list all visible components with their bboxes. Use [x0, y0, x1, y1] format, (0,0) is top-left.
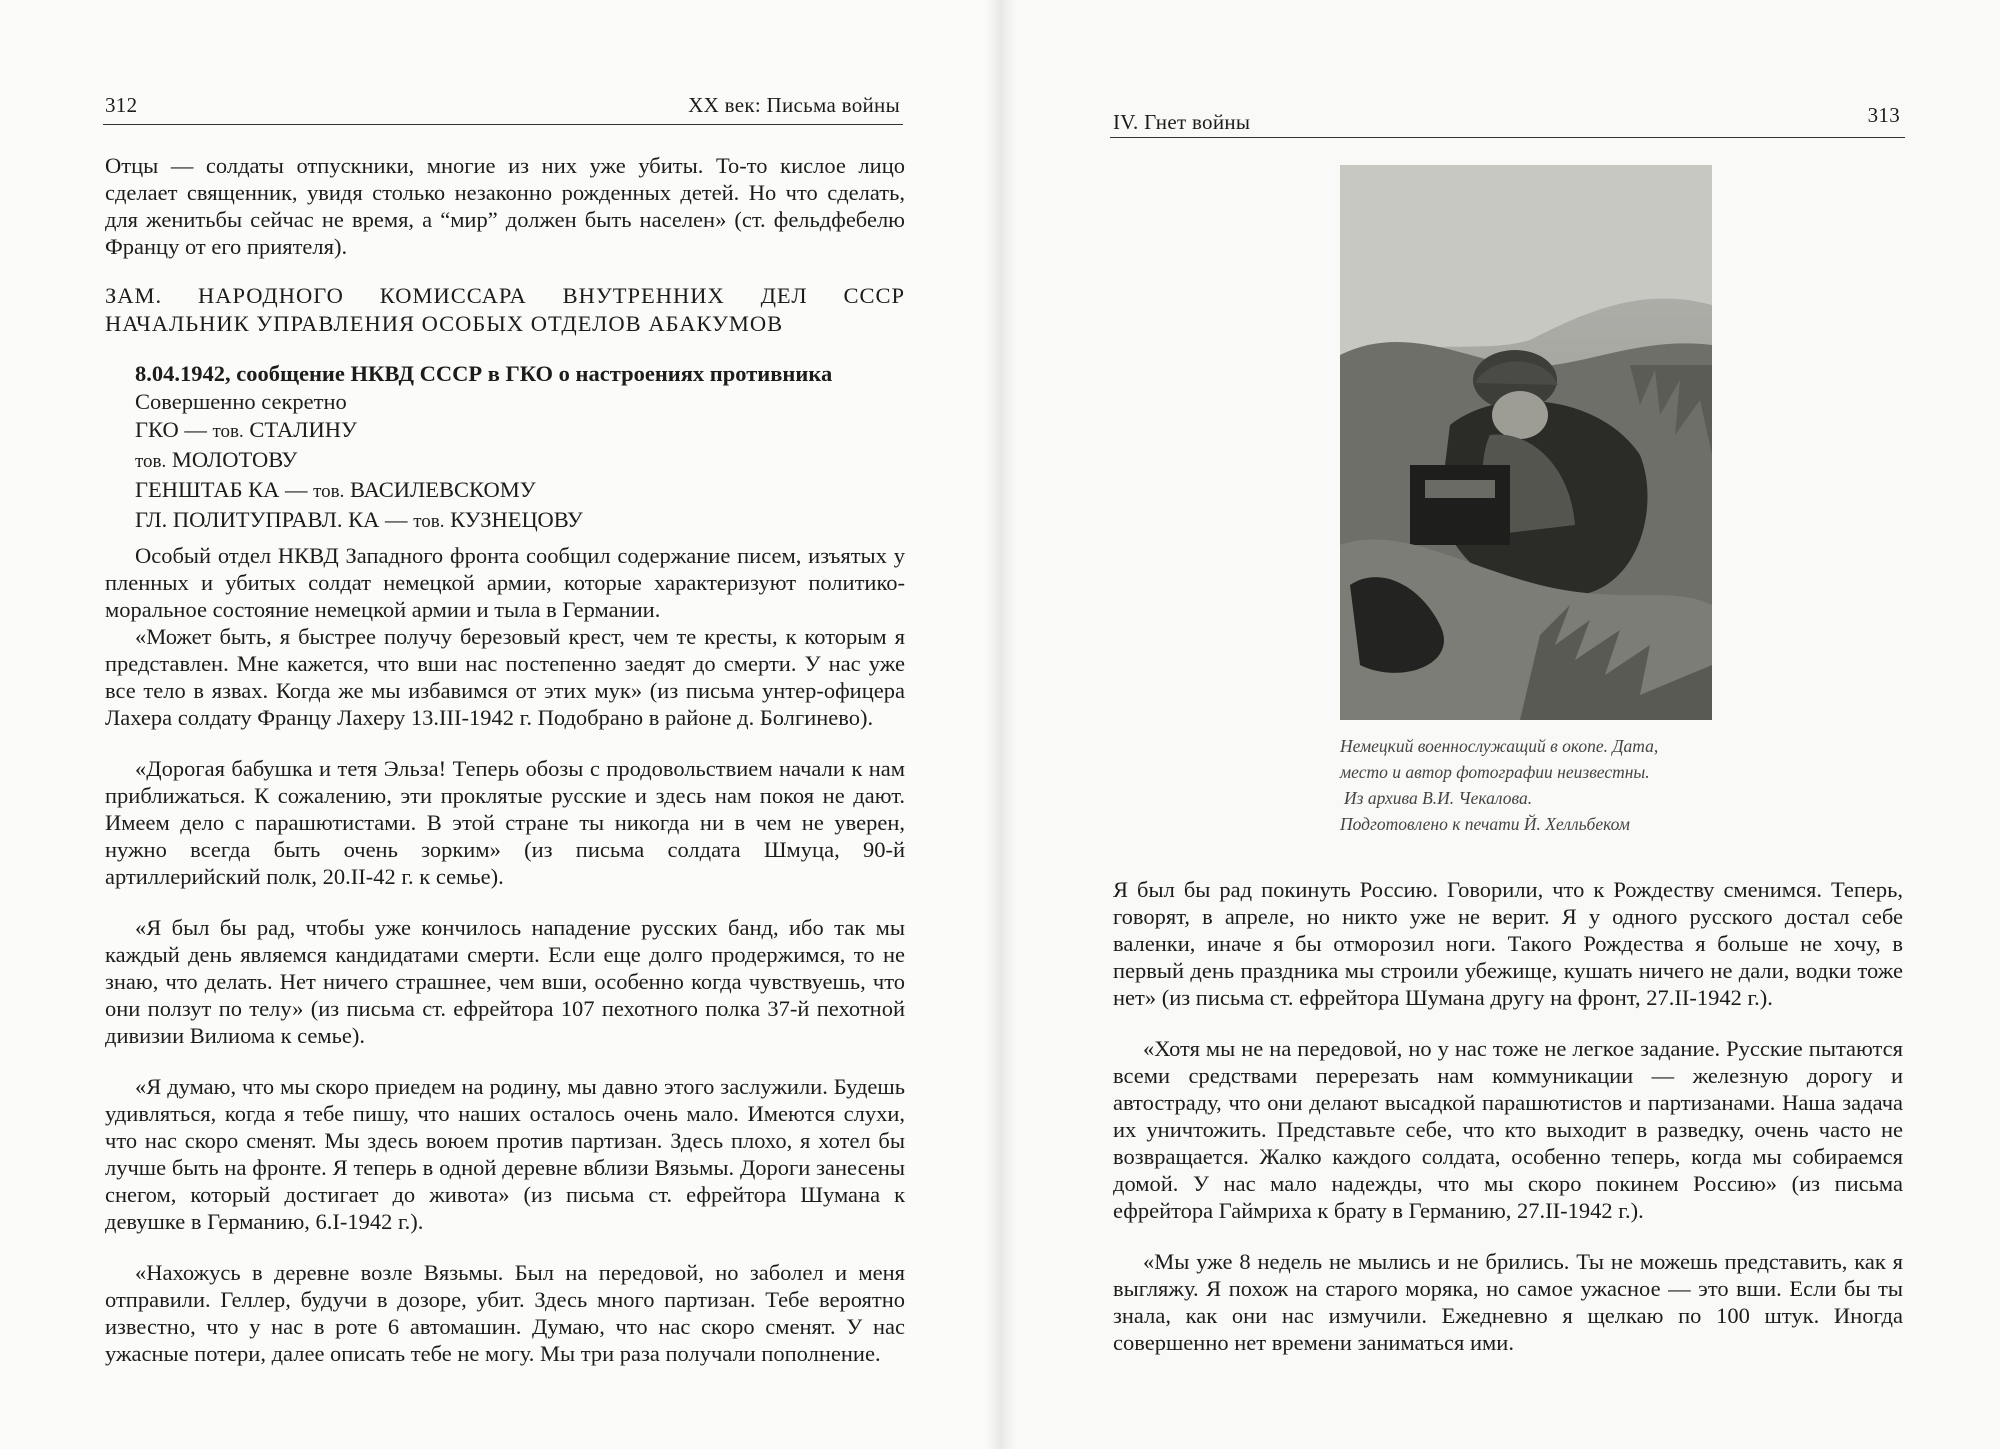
- letter-quote: «Нахожусь в деревне возле Вязьмы. Был на передовой, но заболел и меня отправили. Геллер, будучи в дозоре, убит. Здесь много партизан. Тебе вероятно известно, что у нас в роте 6 автомашин. Думаю, что нас скоро сменят. У нас ужасные потери, далее описать тебе не могу. Мы три раза получали пополнение.: [105, 1260, 905, 1366]
- photo-image: [1340, 165, 1712, 720]
- caption-line: Немецкий военнослужащий в окопе. Дата,: [1340, 736, 1659, 756]
- letter-quote: «Я думаю, что мы скоро приедем на родину, мы давно этого заслужили. Будешь удивляться, когда я тебе пишу, что наших осталось очень мало. Имеются слухи, что нас скоро сменят. Мы здесь воюем против партизан. Здесь плохо, я хотел бы лучше быть на фронте. Я теперь в одной деревне вблизи Вязьмы. Дороги занесены снегом, который достигает до живота» (из письма ст. ефрейтора Шумана к девушке в Германию, 6.I-1942 г.).: [105, 1074, 905, 1234]
- left-running-title: XX век: Письма войны: [688, 93, 900, 117]
- addressee-line: ГКО — тов. СТАЛИНУ: [135, 417, 357, 442]
- addressee-line: ГЕНШТАБ КА — тов. ВАСИЛЕВСКОМУ: [135, 477, 536, 502]
- book-gutter: [985, 0, 1015, 1449]
- caption-line: место и автор фотографии неизвестны.: [1340, 762, 1650, 782]
- addressee-block: [135, 388, 583, 536]
- left-header-rule: [103, 124, 903, 125]
- photo-caption: [1340, 733, 1712, 837]
- letter-quote: «Мы уже 8 недель не мылись и не брились. Ты не можешь представить, как я выгляжу. Я похож на старого моряка, но самое ужасное — это вши. Если бы ты знала, как они нас измучили. Ежедневно я щелкаю по 100 штук. Иногда совершенно нет времени заниматься ими.: [1113, 1249, 1903, 1355]
- caption-line: Из архива В.И. Чекалова.: [1344, 788, 1533, 808]
- letter-quote: «Хотя мы не на передовой, но у нас тоже не легкое задание. Русские пытаются всеми средствами перерезать нам коммуникации — железную дорогу и автостраду, что они делают высадкой парашютистов и партизанами. Наша задача их уничтожить. Представьте себе, что кто выходит в разведку, очень часто не возвращается. Жалко каждого солдата, особенно теперь, когда мы собираемся домой. У нас мало надежды, что мы скоро покинем Россию» (из письма ефрейтора Гаймриха к брату в Германию, 27.II-1942 г.).: [1113, 1036, 1903, 1223]
- document-title: 8.04.1942, сообщение НКВД СССР в ГКО о настроениях противника: [135, 361, 833, 386]
- addressee-line: ГЛ. ПОЛИТУПРАВЛ. КА — тов. КУЗНЕЦОВУ: [135, 507, 583, 532]
- right-body-text: [1113, 876, 1903, 1356]
- right-header-rule: [1110, 137, 1905, 138]
- letter-quote: «Может быть, я быстрее получу березовый крест, чем те кресты, к которым я представлен. Мне кажется, что вши нас постепенно заедят до смерти. У нас уже все тело в язвах. Когда же мы избавимся от этих мук» (из письма унтер-офицера Лахера солдату Францу Лахеру 13.III-1942 г. Подобрано в районе д. Болгинево).: [105, 624, 905, 730]
- left-intro-text: [105, 152, 905, 260]
- soldier-in-trench-photo: [1340, 165, 1712, 720]
- secrecy-stamp: Совершенно секретно: [135, 389, 347, 414]
- intro-paragraph: Отцы — солдаты отпускники, многие из них уже убиты. То-то кислое лицо сделает священник, увидя столько незаконно рожденных детей. Но что сделать, для женитьбы сейчас не время, а “мир” должен быть населен» (ст. фельдфебелю Францу от его приятеля).: [105, 153, 905, 259]
- left-page-number: 312: [105, 93, 138, 117]
- letter-quote: «Я был бы рад, чтобы уже кончилось нападение русских банд, ибо так мы каждый день являемся кандидатами смерти. Если еще долго продержимся, то не знаю, что делать. Нет ничего страшнее, чем вши, особенно когда чувствуешь, что они ползут по телу» (из письма ст. ефрейтора 107 пехотного полка 37-й пехотной дивизии Вилиома к семье).: [105, 915, 905, 1048]
- section-heading: ЗАМ. НАРОДНОГО КОМИССАРА ВНУТРЕННИХ ДЕЛ СССР НАЧАЛЬНИК УПРАВЛЕНИЯ ОСОБЫХ ОТДЕЛОВ АБАКУМОВ: [105, 283, 905, 336]
- caption-line: Подготовлено к печати Й. Хелльбеком: [1340, 814, 1630, 834]
- body-paragraph: Я был бы рад покинуть Россию. Говорили, что к Рождеству сменимся. Теперь, говорят, в апреле, но никто уже не верит. Я у одного русского достал себе валенки, иначе я бы отморозил ноги. Такого Рождества я больше не хочу, в первый день праздника мы строили убежище, кушать ничего не дали, водки тоже нет» (из письма ст. ефрейтора Шумана другу на фронт, 27.II-1942 г.).: [1113, 877, 1903, 1010]
- left-body-text: [105, 542, 905, 1367]
- right-page-number: 313: [1867, 103, 1900, 127]
- addressee-line: тов. МОЛОТОВУ: [135, 447, 298, 472]
- body-paragraph: Особый отдел НКВД Западного фронта сообщил содержание писем, изъятых у пленных и убитых солдат немецкой армии, которые характеризуют политико-моральное состояние немецкой армии и тыла в Германии.: [105, 543, 905, 622]
- right-running-title: IV. Гнет войны: [1113, 110, 1251, 134]
- letter-quote: «Дорогая бабушка и тетя Эльза! Теперь обозы с продовольствием начали к нам приближаться. К сожалению, эти проклятые русские и здесь нам покоя не дают. Имеем дело с парашютистами. В этой стране ты никогда ни в чем не уверен, нужно всегда быть очень зорким» (из письма солдата Шмуца, 90-й артиллерийский полк, 20.II-42 г. к семье).: [105, 756, 905, 889]
